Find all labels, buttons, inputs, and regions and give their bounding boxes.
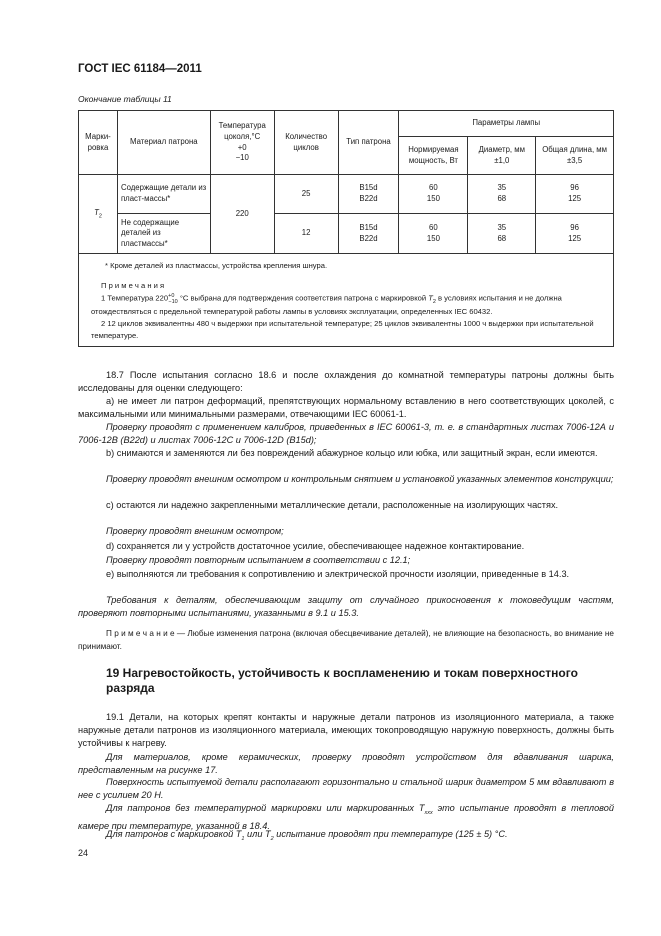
header-temperature-tol-minus: −10	[235, 153, 249, 163]
item-d: d) сохраняется ли у устройств достаточное усилие, обеспечивающее надежное контактирование.	[106, 541, 525, 551]
type-value: B22d	[359, 233, 378, 243]
cell-diameter	[468, 175, 536, 214]
type-value: B15d	[359, 222, 378, 232]
item-d-check: Проверку проводят повторным испытанием в соответствии с 12.1;	[106, 555, 411, 565]
cell-length	[536, 214, 614, 254]
length-value: 125	[568, 194, 582, 203]
cell-cycles: 12	[274, 214, 338, 254]
header-cycles: Количество циклов	[274, 111, 338, 175]
header-diameter: Диаметр, мм ±1,0	[468, 137, 536, 175]
symbol-t2-sub: 2	[270, 835, 274, 842]
symbol-t1: T	[235, 829, 242, 839]
item-a-check: Проверку проводят с применением калибров, приведенных в IEC 60061-3, т. е. в стандартных листах 7006-12А и 7006-12В (B22d) и листах 7006-12С и 7006-12D (B15d);	[78, 422, 614, 445]
length-value: 96	[570, 222, 579, 232]
table-caption: Окончание таблицы 11	[78, 94, 172, 104]
power-value: 60	[429, 222, 438, 232]
note1-text: °С выбрана для подтверждения соответствия патрона с маркировкой	[177, 293, 429, 303]
diameter-value: 35	[497, 222, 507, 232]
diameter-value: 35	[497, 183, 507, 193]
cell-material: Содержащие детали из пласт-массы*	[117, 175, 210, 214]
paragraph-note	[78, 627, 614, 653]
note1-symbol-sub: 2	[432, 298, 436, 305]
parameters-table	[78, 110, 614, 347]
header-temperature-label: Температура цоколя,°С	[218, 121, 266, 141]
cell-power	[399, 175, 468, 214]
document-header: ГОСТ IEC 61184—2011	[78, 63, 202, 75]
cell-diameter	[468, 214, 536, 254]
power-value: 150	[426, 194, 440, 203]
note-text: — Любые изменения патрона (включая обесцвечивание деталей), не влияющие на безопасность, во внимание не принимают.	[78, 629, 614, 651]
text-span: Для патронов без температурной маркировки или маркированных	[106, 803, 419, 813]
item-e: e) выполняются ли требования к сопротивлению и электрической прочности изоляции, приведенные в 14.3.	[106, 569, 570, 579]
text-span: Для патронов с маркировкой	[106, 829, 236, 839]
page-number: 24	[78, 848, 89, 858]
note-label: П р и м е ч а н и е	[106, 629, 175, 638]
type-value: B22d	[359, 194, 378, 203]
note1-text: 1 Температура 220	[101, 293, 169, 303]
table-notes	[79, 254, 614, 347]
table-notes-row	[79, 254, 614, 347]
item-c: c) остаются ли надежно закрепленными металлические детали, расположенные на изолирующих частях.	[106, 500, 559, 510]
paragraph-19-1-ball: Поверхность испытуемой детали располагают горизонтально и стальной шарик диаметром 5 мм вдавливают в нее с усилием 20 Н.	[78, 777, 614, 800]
power-value: 60	[429, 183, 438, 193]
symbol-t: T	[418, 803, 425, 813]
header-temperature	[210, 111, 274, 175]
text-span: это испытание проводят в тепловой камере при температуре, указанной в 18.4.	[78, 803, 614, 831]
header-power: Нормируемая мощность, Вт	[399, 137, 468, 175]
diameter-value: 68	[497, 233, 507, 243]
type-value: B15d	[359, 183, 378, 193]
table-footnote: * Кроме деталей из пластмассы, устройства крепления шнура.	[105, 261, 328, 270]
header-marking: Марки-ровка	[79, 111, 118, 175]
header-lamp-params: Параметры лампы	[399, 111, 614, 137]
text-span: испытание проводят при температуре (125 ± 5) °С.	[273, 829, 508, 839]
table-row	[79, 175, 614, 214]
length-value: 96	[570, 183, 579, 193]
paragraph-19-1: 19.1 Детали, на которых крепят контакты и наружные детали патронов из изоляционного материала, а также наружные детали патронов из изоляционного материала, имеющих токопроводящую наружную поверхность, должны быть устойчивы к нагреву.	[78, 712, 614, 748]
table-note-1	[91, 292, 603, 318]
symbol-t-sub: xxx	[424, 809, 433, 816]
item-e-check: Требования к деталям, обеспечивающим защиту от случайного прикосновения к токоведущим частям, проверяют повторными испытаниями, указанными в 9.1 и 15.3.	[78, 595, 614, 618]
text-span: или	[244, 829, 265, 839]
header-holder-type: Тип патрона	[338, 111, 399, 175]
cell-type	[338, 214, 399, 254]
cell-marking	[79, 175, 118, 254]
paragraph-19-1-marked	[78, 828, 614, 846]
length-value: 125	[568, 233, 582, 243]
item-b-check: Проверку проводят внешним осмотром и контрольным снятием и установкой указанных элементов конструкции;	[106, 474, 614, 484]
note1-superscript: +0	[168, 292, 175, 299]
paragraph-18-7: 18.7 После испытания согласно 18.6 и после охлаждения до комнатной температуры патроны должны быть исследованы для оценки следующего:	[78, 370, 614, 393]
symbol-t1-sub: 1	[241, 835, 245, 842]
diameter-value: 68	[497, 194, 507, 203]
cell-type	[338, 175, 399, 214]
cell-length	[536, 175, 614, 214]
item-b: b) снимаются и заменяются ли без повреждений абажурное кольцо или юбка, или защитный экран, если имеются.	[106, 448, 598, 458]
item-a: a) не имеет ли патрон деформаций, препятствующих нормальному вставлению в него соответствующих цоколей, с максимальными или минимальными размерами, отвечающими IEC 60061-1.	[78, 396, 614, 419]
cell-temperature: 220	[210, 175, 274, 254]
header-material: Материал патрона	[117, 111, 210, 175]
section-19-heading: 19 Нагревостойкость, устойчивость к воспламенению и токам поверхностного разряда	[106, 666, 578, 695]
note1-subscript: −10	[168, 298, 178, 305]
header-temperature-tol-plus: +0	[237, 142, 247, 152]
table-row	[79, 214, 614, 254]
note1-symbol: T	[428, 293, 433, 303]
power-value: 150	[426, 233, 440, 243]
cell-cycles: 25	[274, 175, 338, 214]
cell-power	[399, 214, 468, 254]
table-notes-title: П р и м е ч а н и я	[101, 280, 165, 290]
header-length: Общая длина, мм ±3,5	[536, 137, 614, 175]
table-note-2: 2 12 циклов эквивалентны 480 ч выдержки при испытательной температуре; 25 циклов эквивалентны 1000 ч выдержки при испытательной температуре.	[91, 318, 594, 340]
marking-subscript: 2	[98, 213, 102, 220]
cell-material: Не содержащие деталей из пластмассы*	[117, 214, 210, 254]
symbol-t2: T	[265, 829, 271, 839]
paragraph-19-1-materials: Для материалов, кроме керамических, проверку проводят устройством для вдавливания шарика, представленным на рисунке 17.	[78, 752, 614, 775]
item-c-check: Проверку проводят внешним осмотром;	[106, 526, 284, 536]
note1-text: в условиях испытания и не должна отождествляться с предельной температурой работы лампы в условиях эксплуатации, определенных IEC 60432.	[91, 293, 562, 317]
marking-symbol: T	[94, 207, 99, 217]
